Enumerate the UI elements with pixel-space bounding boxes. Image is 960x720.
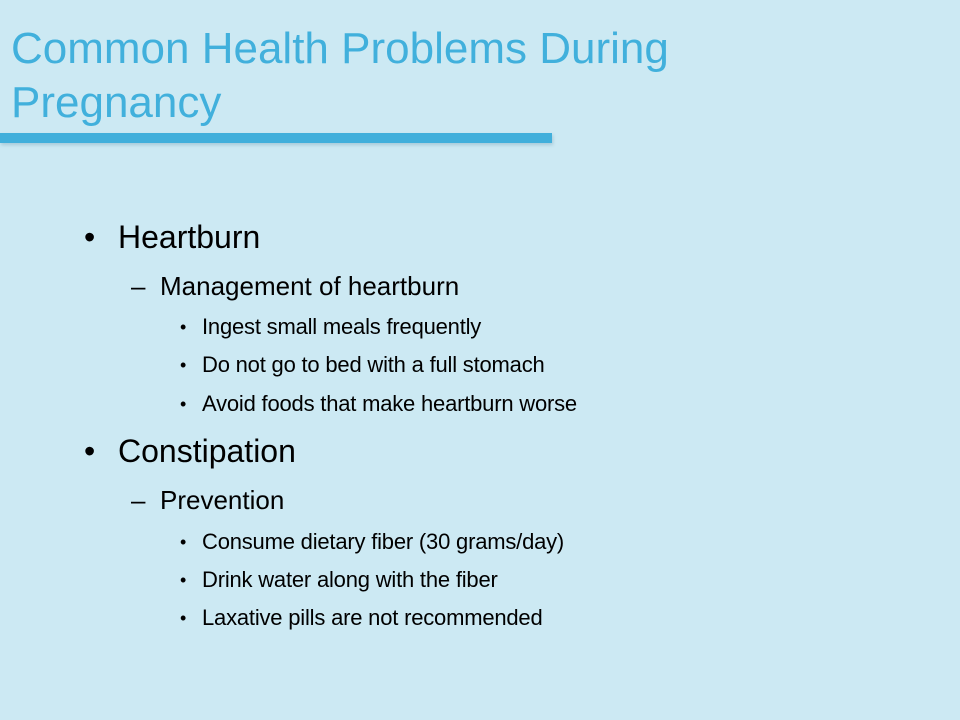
list-item bbox=[180, 391, 577, 417]
subbullet-management-of-heartburn bbox=[131, 271, 459, 301]
list-item-text: Consume dietary fiber (30 grams/day) bbox=[202, 529, 565, 554]
bullet-dot-icon: • bbox=[180, 394, 187, 414]
list-item bbox=[180, 314, 481, 340]
list-item bbox=[180, 529, 564, 555]
list-item-text: Do not go to bed with a full stomach bbox=[202, 352, 545, 377]
slide-title-line-2: Pregnancy bbox=[11, 78, 222, 127]
section-heading: Constipation bbox=[118, 433, 296, 469]
subsection-heading: Prevention bbox=[160, 485, 285, 515]
list-item bbox=[180, 352, 545, 378]
dash-icon: – bbox=[131, 485, 146, 515]
bullet-heartburn bbox=[84, 219, 260, 255]
list-item-text: Ingest small meals frequently bbox=[202, 314, 482, 339]
bullet-dot-icon: • bbox=[180, 317, 187, 337]
bullet-dot-icon: • bbox=[84, 433, 96, 469]
subbullet-prevention bbox=[131, 485, 284, 515]
list-item bbox=[180, 605, 543, 631]
subsection-heading: Management of heartburn bbox=[160, 271, 460, 301]
bullet-dot-icon: • bbox=[180, 532, 187, 552]
bullet-constipation bbox=[84, 433, 296, 469]
bullet-dot-icon: • bbox=[180, 355, 187, 375]
bullet-dot-icon: • bbox=[180, 570, 187, 590]
bullet-dot-icon: • bbox=[180, 608, 187, 628]
bullet-dot-icon: • bbox=[84, 219, 96, 255]
list-item-text: Avoid foods that make heartburn worse bbox=[202, 391, 577, 416]
slide-title-line-1: Common Health Problems During bbox=[11, 24, 669, 73]
dash-icon: – bbox=[131, 271, 146, 301]
list-item bbox=[180, 567, 498, 593]
list-item-text: Drink water along with the fiber bbox=[202, 567, 498, 592]
section-heading: Heartburn bbox=[118, 219, 261, 255]
list-item-text: Laxative pills are not recommended bbox=[202, 605, 543, 630]
